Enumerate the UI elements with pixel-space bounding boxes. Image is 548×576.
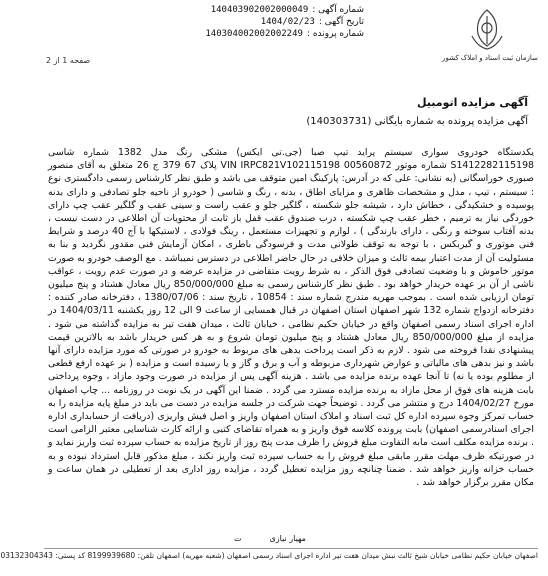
org-line: سازمان ثبت اسناد و املاک کشور <box>442 54 538 62</box>
ad-number: 140403902002000049 <box>210 5 309 15</box>
registration-emblem-icon <box>462 6 512 52</box>
ad-date-label: تاریخ آگهی : <box>318 17 364 27</box>
document-subtitle: آگهی مزایده پرونده به شماره بایگانی (140303731) <box>306 116 528 127</box>
file-number: 140304002002002249 <box>205 29 303 39</box>
signer-role: ت <box>234 534 242 543</box>
file-number-label: شماره پرونده : <box>306 29 364 39</box>
organization-name <box>440 54 540 63</box>
document-title: آگهی مزایده اتومبیل <box>416 96 528 109</box>
ad-date: 1404/02/23 <box>260 17 315 27</box>
footer-divider <box>44 548 538 549</box>
ad-number-row <box>144 4 364 16</box>
signature-block <box>234 534 306 543</box>
auction-body-text: یکدستگاه خودروی سواری سیستم پراید تیپ صبا (جی.تی ایکس) مشکی رنگ مدل 1382 شماره شاسی S1412282115198 شماره موتور 00560872 VIN IRPC821V102115198 پلاک 67 379 ج 26 متعلق به آقای منصور صبوری خوراسگانی (به نشانی: علی که در آدرس: پارکینگ امین متوقف می باشد و طبق نظر کارشناس رسمی دادگستری نوع : سیستم ، تیپ ، مدل و مشخصات ظاهری و مزایای اطاق ، بدنه ، رنگ و شاسی ( خودرو از ناحیه جلو تصادفی و دارای بدنه پوسیده و خشکیدگی ، خطاش دارد ، شیشه جلو شکسته ، گلگیر جلو و عقب راست و سینی عقب و گلگیر عقب چپ دارای خوردگی نیاز به ترمیم ، خطر عقب چپ شکسته ، درب صندوق عقب قفل باز ثابت از محتویات آن اطلاعی در دست نیست ، بدنه آفتاب سوخته و رنگی ، دارای بارندگی ) ، لوازم و تجهیزات مستعمل ، رینگ فولادی ، لاستیکها با آج 40 درصد و شرایط فنی موتوری و گیربکس ، با توجه به توقف طولانی مدت و فرسودگی باطری ، امکان آزمایش فنی مقدور نگردید و بنا به مسئولیت آن از مدت اعتبار بیمه ثالث و میزان خلافی در حال حاضر اطلاعی در دسترس نمیباشد . مع الوصف خودرو به صورت موتور خاموش و با وضعیت تصادفی فوق الذکر ، به شرط رویت متقاضی در مزایده عرضه و در صورت عدم رویت ، عواقب ناشی از آن بر عهده خریدار خواهد بود . طبق نظر کارشناس رسمی به مبلغ 850/000/000 ریال معادل هشتاد و پنج میلیون تومان ارزیابی شده است . بموجب مهریه مندرج شماره سند : 10854 ، تاریخ سند : 1380/07/06 ، دفترخانه صادر کننده : دفترخانه ازدواج شماره 132 شهر اصفهان استان اصفهان در قبال همسایی از ساعت 9 الی 12 روز یکشنبه 1404/03/11 در اداره اجرای اسناد رسمی اصفهان واقع در خیابان حکیم نظامی ، خیابان ثالث ، میدان هفت تیر به مزایده گذاشته می شود . مزایده از مبلغ 850/000/000 ریال معادل هشتاد و پنج میلیون تومان شروع و به هر کس خریدار باشد به بالاترین قیمت پیشنهادی نقدا فروخته می شود . لازم به ذکر است پرداخت بدهی های مربوط به خودرو در صورتی که مورد مزایده دارای آنها باشد و نیز بدهی های مالیاتی و عوارض شهرداری مربوطه و آب و برق و گاز و یا رسیده است و مزایده ( بر عهده ارفع قطعی از مطلوم بوده یا نه) تا آنجا عهده برنده مزایده می باشد . هزینه آگهی پس از مزایده در صورت وجود مازاد ، وجوه پرداختی بابت هزینه های فوق از محل مازاد به برنده مزایده مسترد می گردد . ضمنا این آگهی در یک نوبت در روزنامه ... چاپ اصفهان مورخ 1404/02/27 درج و منتشر می گردد . توضیحاً جهت شرکت در جلسه مزایده در دست می باید در مبلغ پایه مزایده را به حساب تمرکز وجوه سپرده اداره کل ثبت اسناد و املاک استان اصفهان واریز و اصل فیش واریزی (دریافت از حسابداری اداره اجرای اسنادرسمی اصفهان) بابت پرونده کلاسه فوق واریز و به همراه تقاضای کتبی و ارائه کارت شناسایی معتبر الزامی است . برنده مزایده مکلف است مابه التفاوت مبلغ فروش را ظرف مدت پنج روز از تاریخ مزایده به حساب سپرده ثبت واریز نماید و در صورتیکه ظرف مهلت مقرر مابقی مبلغ فروش را به حساب سپرده ثبت واریز نکند ، مبلغ مذکور قابل استرداد نبوده و به حساب خزانه واریز خواهد شد . ضمنا چنانچه روز مزایده تعطیل گردد ، مزایده روز اداری بعد از تعطیلی در همان ساعت و مکان مقرر برگزار خواهد شد . <box>48 147 535 489</box>
file-number-row <box>144 28 364 40</box>
ad-number-label: شماره آگهی : <box>312 5 364 15</box>
header-meta <box>144 4 364 40</box>
page-indicator: صفحه 1 از 2 <box>46 56 91 65</box>
footer-address: اصفهان خیابان حکیم نظامی خیابان شیخ ثالث نبش میدان هفت تیر اداره اجرای اسناد رسمی اصفهان (شعبه مهریه) اصفهان تلفن: 8199939680 کد پستی: 03132304343 <box>0 551 538 560</box>
signer-name: مهیار نیازی <box>269 534 306 543</box>
ad-date-row <box>144 16 364 28</box>
